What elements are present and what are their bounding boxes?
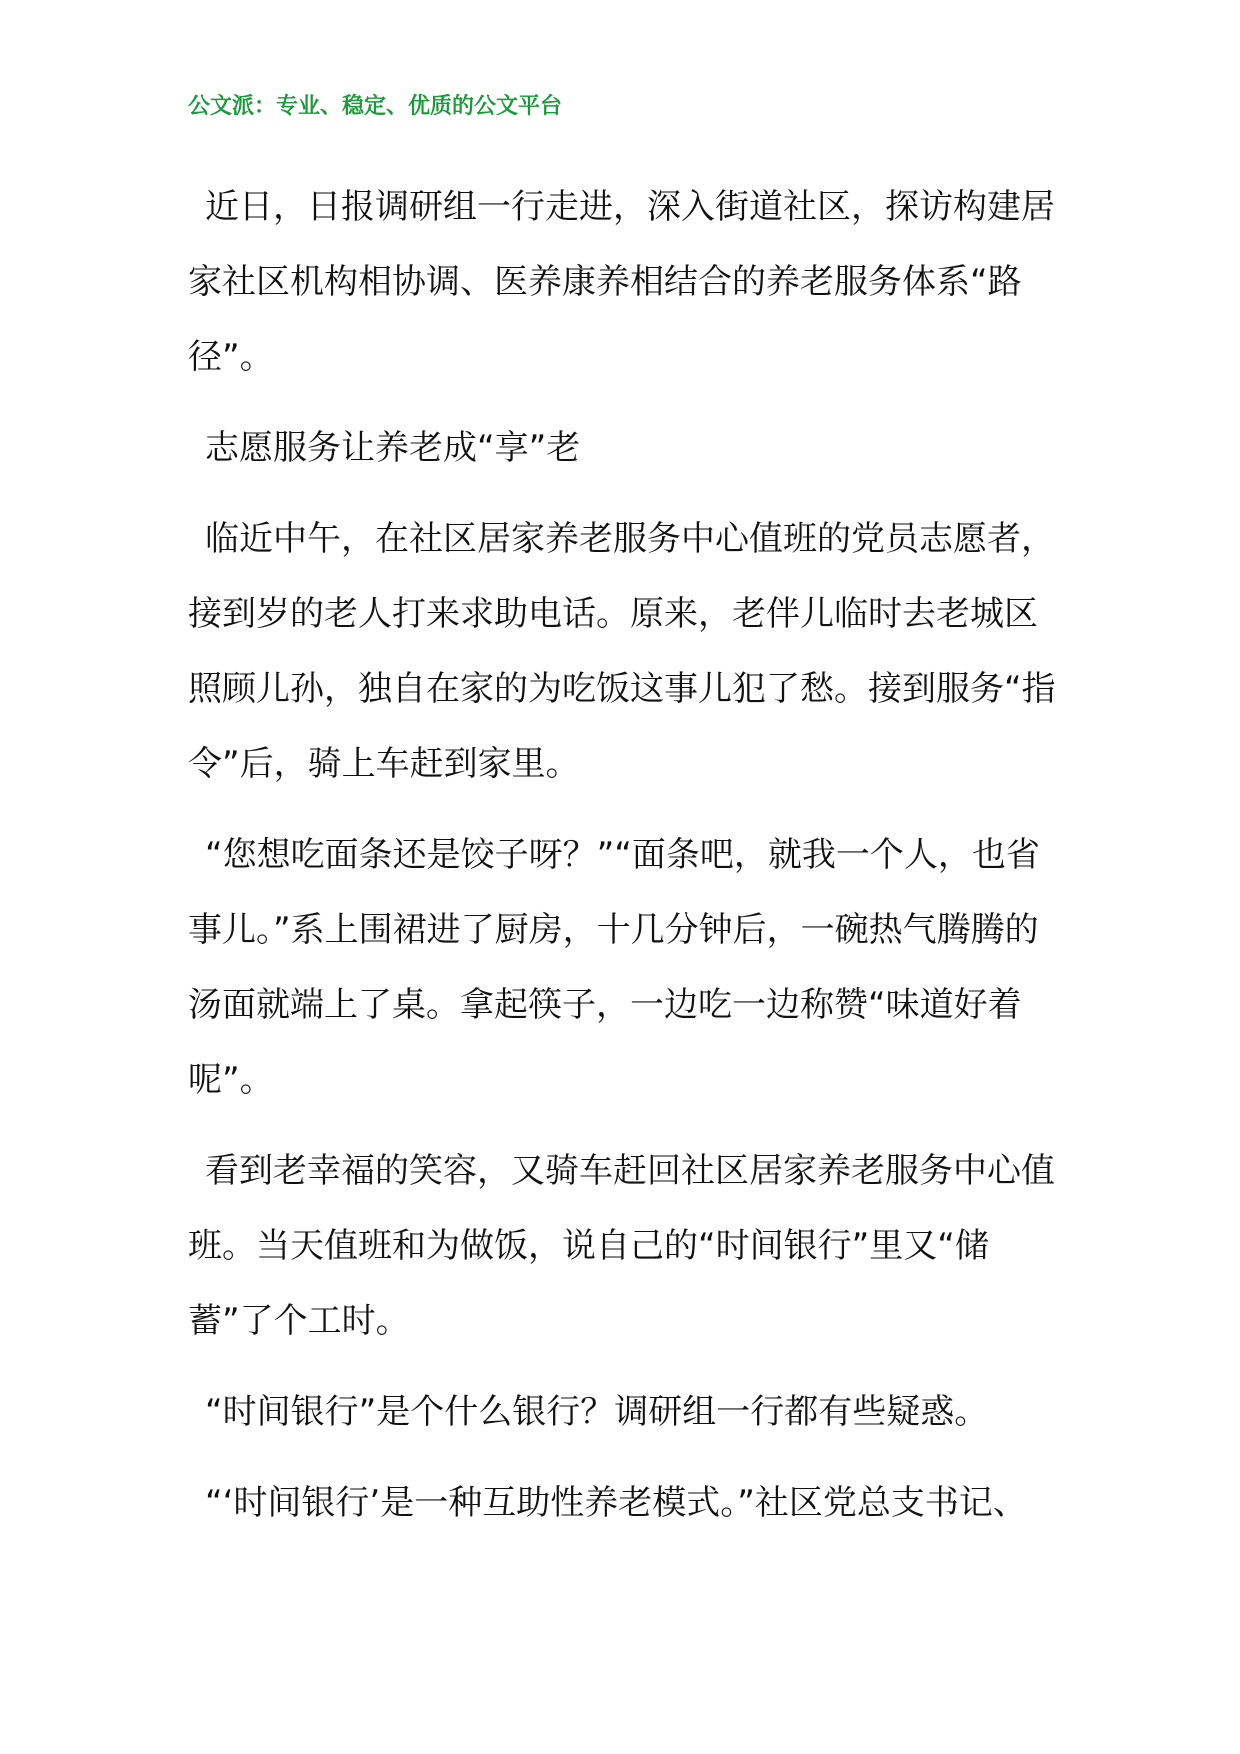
paragraph-4: “您想吃面条还是饺子呀？”“面条吧，就我一个人，也省事儿。”系上围裙进了厨房，十几分钟后，一碗热气腾腾的汤面就端上了桌。拿起筷子，一边吃一边称赞“味道好着呢”。 xyxy=(188,835,1040,1100)
paragraph-5: 看到老幸福的笑容，又骑车赶回社区居家养老服务中心值班。当天值班和为做饭，说自己的“时间银行”里又“储蓄”了个工时。 xyxy=(188,1151,1055,1341)
paragraph-7: “‘时间银行’是一种互助性养老模式。”社区党总支书记、 xyxy=(205,1483,1027,1523)
document-body xyxy=(188,170,1068,1557)
paragraph-6: “时间银行”是个什么银行？调研组一行都有些疑惑。 xyxy=(205,1392,989,1432)
paragraph-1: 近日，日报调研组一行走进，深入街道社区，探访构建居家社区机构相协调、医养康养相结合的养老服务体系“路径”。 xyxy=(188,187,1055,377)
paragraph-3: 临近中午，在社区居家养老服务中心值班的党员志愿者，接到岁的老人打来求助电话。原来，老伴儿临时去老城区照顾儿孙，独自在家的为吃饭这事儿犯了愁。接到服务“指令”后，骑上车赶到家里。 xyxy=(188,519,1056,784)
document-header: 公文派：专业、稳定、优质的公文平台 xyxy=(188,93,563,119)
paragraph-2-subheading: 志愿服务让养老成“享”老 xyxy=(205,428,581,468)
